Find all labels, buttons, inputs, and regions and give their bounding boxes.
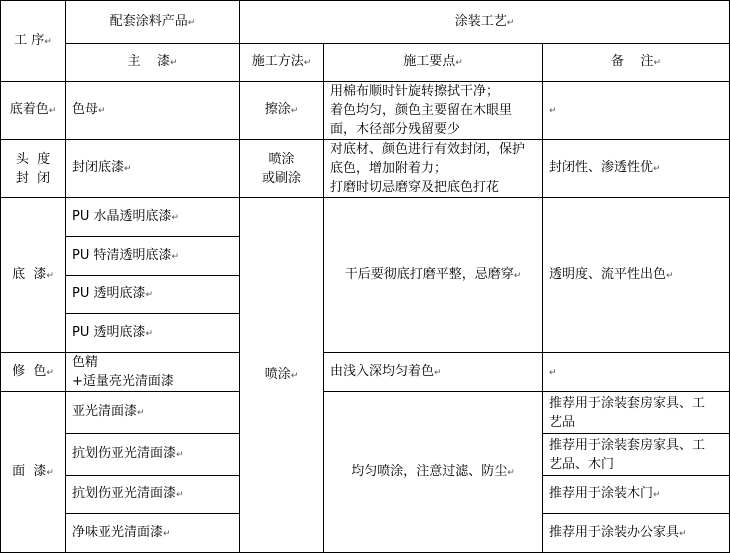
points-head-seal-line-1: 对底材、颜色进行有效封闭，保护	[330, 142, 526, 157]
paint-touch-color-line-2: +适量亮光清面漆	[72, 374, 174, 389]
method-spray: 喷涂	[264, 366, 291, 382]
points-head-seal-line-3: 打磨时切忌磨穿及把底色打花	[330, 180, 500, 195]
cell-method-spray: 喷涂↵	[240, 198, 324, 553]
points-base-color-line-1: 用棉布顺时针旋转擦拭干净；	[330, 84, 500, 99]
cell-paint-topcoat-2: 抗划伤亚光清面漆↵	[66, 434, 240, 476]
process-base-color: 底着色	[9, 102, 49, 117]
cell-points-topcoat: 均匀喷涂，注意过滤、防尘↵	[324, 392, 543, 553]
cell-remark-topcoat-2	[543, 434, 730, 476]
method-head-seal-line-1: 喷涂	[268, 151, 295, 167]
process-primer: 底 漆	[12, 266, 47, 282]
remark-topcoat-1-line-2: 艺品	[549, 414, 576, 430]
cell-method-head-seal	[240, 140, 324, 198]
header-process-text: 工 序	[14, 32, 45, 48]
paint-primer-3: PU 透明底漆	[72, 286, 146, 301]
paint-topcoat-2: 抗划伤亚光清面漆	[72, 446, 177, 461]
points-topcoat: 均匀喷涂，注意过滤、防尘	[351, 463, 508, 479]
header-main-paint: 主 漆↵	[66, 44, 240, 82]
cell-process-topcoat: 面 漆↵	[1, 392, 66, 553]
paint-touch-color-line-1: 色精	[72, 355, 99, 370]
cell-remark-topcoat-4: 推荐用于涂装办公家具↵	[543, 514, 730, 553]
cell-process-primer: 底 漆↵	[1, 198, 66, 353]
cell-paint-primer-4: PU 透明底漆↵	[66, 314, 240, 353]
row-head-seal	[1, 140, 730, 198]
paint-base-color: 色母	[72, 102, 99, 117]
method-head-seal-line-2: 或刷涂	[261, 170, 301, 186]
remark-primer: 透明度、流平性出色	[549, 266, 667, 282]
paint-primer-2: PU 特清透明底漆	[72, 247, 172, 263]
points-head-seal-line-2: 底色，增加附着力；	[330, 161, 448, 176]
cell-paint-touch-color	[66, 353, 240, 392]
header-row-1	[1, 1, 730, 44]
cell-process-touch-color: 修 色↵	[1, 353, 66, 392]
cell-process-head-seal	[1, 140, 66, 198]
points-base-color-line-3: 面，木径部分残留要少	[330, 122, 461, 137]
cell-paint-primer-3: PU 透明底漆↵	[66, 276, 240, 314]
points-touch-color: 由浅入深均匀着色	[330, 363, 435, 379]
row-base-color	[1, 82, 730, 140]
cell-paint-topcoat-1: 亚光清面漆↵	[66, 392, 240, 434]
header-key-points-text: 施工要点	[403, 54, 456, 69]
cell-paint-head-seal: 封闭底漆↵	[66, 140, 240, 198]
process-head-seal-line-2: 封 闭	[15, 170, 51, 186]
remark-topcoat-4: 推荐用于涂装办公家具	[549, 524, 680, 540]
header-method-text: 施工方法	[251, 54, 304, 69]
paint-primer-1: PU 水晶透明底漆	[72, 208, 172, 224]
points-base-color-line-2: 着色均匀，颜色主要留在木眼里	[330, 103, 513, 118]
header-main-paint-text: 主 漆	[127, 54, 170, 69]
method-base-color: 擦涂	[264, 102, 291, 117]
cell-method-base-color: 擦涂↵	[240, 82, 324, 140]
cell-paint-base-color: 色母↵	[66, 82, 240, 140]
cell-paint-topcoat-3: 抗划伤亚光清面漆↵	[66, 476, 240, 514]
header-craft: 涂装工艺↵	[240, 1, 730, 44]
cell-points-head-seal	[324, 140, 543, 198]
process-head-seal-line-1: 头 度	[15, 151, 51, 167]
header-remarks: 备 注↵	[543, 44, 730, 82]
header-process: 工 序↵	[1, 1, 66, 82]
paint-topcoat-1: 亚光清面漆	[72, 404, 138, 419]
points-primer: 干后要彻底打磨平整，忌磨穿	[344, 266, 514, 282]
row-touch-color	[1, 353, 730, 392]
remark-topcoat-1-line-1: 推荐用于涂装套房家具、工	[549, 395, 706, 411]
cell-paint-primer-1: PU 水晶透明底漆↵	[66, 198, 240, 237]
cell-remark-topcoat-3: 推荐用于涂装木门↵	[543, 476, 730, 514]
process-topcoat: 面 漆	[12, 463, 47, 479]
header-craft-text: 涂装工艺	[454, 13, 507, 29]
paint-topcoat-4: 净味亚光清面漆	[72, 524, 164, 540]
cell-remark-base-color: ↵	[543, 82, 730, 140]
remark-topcoat-2-line-2: 艺品、木门	[549, 456, 615, 472]
paint-topcoat-3: 抗划伤亚光清面漆	[72, 486, 177, 501]
cell-remark-topcoat-1	[543, 392, 730, 434]
cell-remark-head-seal: 封闭性、渗透性优↵	[543, 140, 730, 198]
header-key-points: 施工要点↵	[324, 44, 543, 82]
remark-head-seal: 封闭性、渗透性优	[549, 160, 654, 175]
row-topcoat-1	[1, 392, 730, 434]
cell-points-touch-color: 由浅入深均匀着色↵	[324, 353, 543, 392]
header-product: 配套涂料产品↵	[66, 1, 240, 44]
paint-primer-4: PU 透明底漆	[72, 324, 146, 340]
cell-points-primer: 干后要彻底打磨平整，忌磨穿↵	[324, 198, 543, 353]
paint-head-seal: 封闭底漆	[72, 160, 125, 175]
cell-paint-primer-2: PU 特清透明底漆↵	[66, 237, 240, 276]
header-remarks-text: 备 注	[610, 54, 654, 69]
remark-topcoat-2-line-1: 推荐用于涂装套房家具、工	[549, 437, 706, 453]
cell-remark-primer: 透明度、流平性出色↵	[543, 198, 730, 353]
header-row-2	[1, 44, 730, 82]
process-touch-color: 修 色	[12, 363, 47, 379]
header-method: 施工方法↵	[240, 44, 324, 82]
row-primer-1	[1, 198, 730, 237]
header-product-text: 配套涂料产品	[109, 13, 188, 29]
cell-remark-touch-color: ↵	[543, 353, 730, 392]
cell-paint-topcoat-4: 净味亚光清面漆↵	[66, 514, 240, 553]
cell-points-base-color	[324, 82, 543, 140]
remark-topcoat-3: 推荐用于涂装木门	[549, 486, 654, 501]
cell-process-base-color: 底着色↵	[1, 82, 66, 140]
